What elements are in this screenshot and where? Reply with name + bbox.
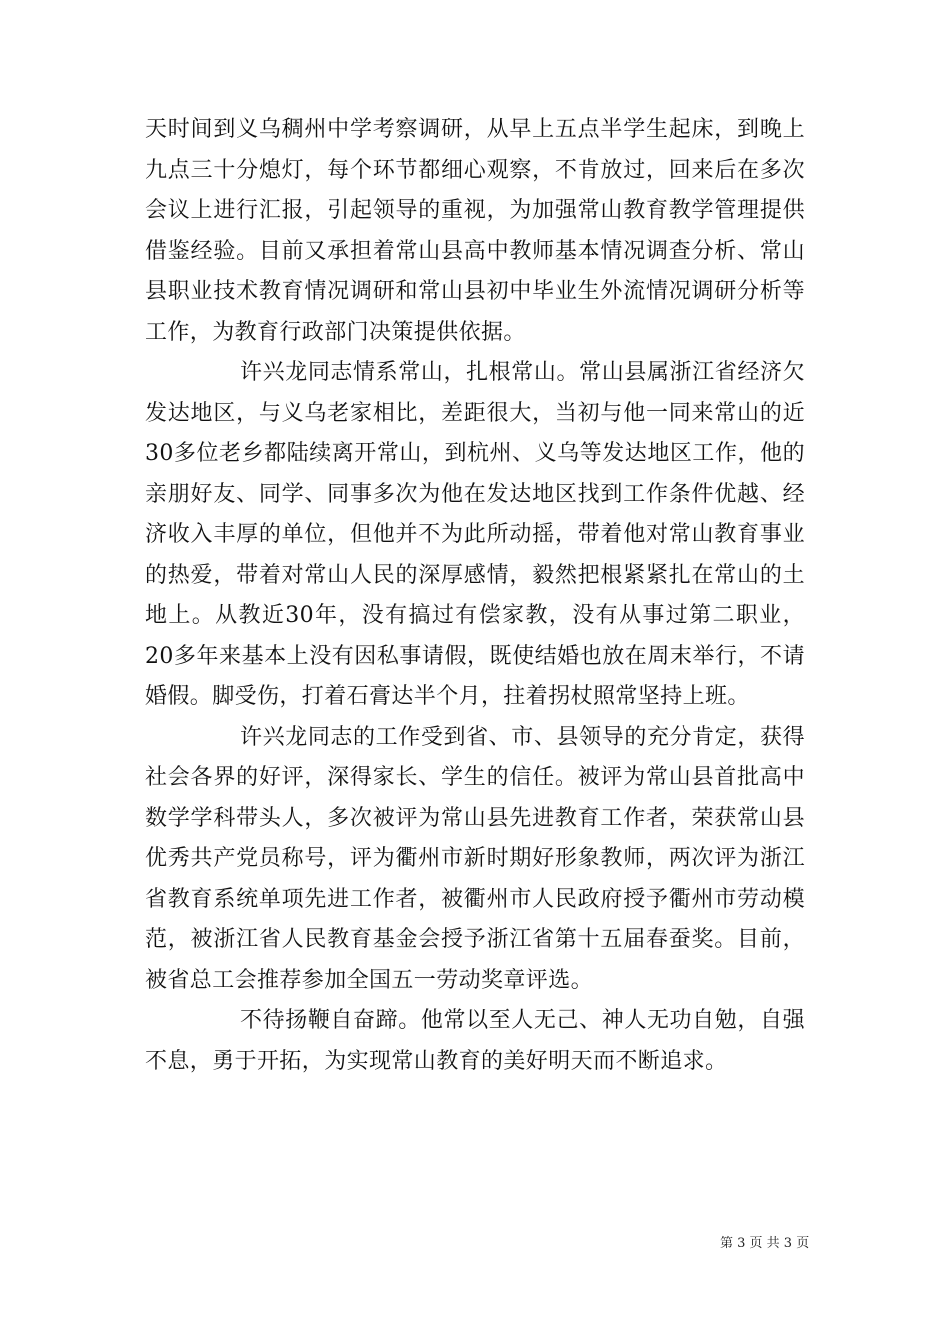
document-body — [145, 110, 805, 1082]
paragraph-honors: 许兴龙同志的工作受到省、市、县领导的充分肯定，获得社会各界的好评，深得家长、学生的信任。被评为常山县首批高中数学学科带头人，多次被评为常山县先进教育工作者，荣获常山县优秀共产党员称号，评为衢州市新时期好形象教师，两次评为浙江省教育系统单项先进工作者，被衢州市人民政府授予衢州市劳动模范，被浙江省人民教育基金会授予浙江省第十五届春蚕奖。目前，被省总工会推荐参加全国五一劳动奖章评选。 — [145, 724, 805, 993]
paragraph-rooted-in-changshan: 许兴龙同志情系常山，扎根常山。常山县属浙江省经济欠发达地区，与义乌老家相比，差距很大，当初与他一同来常山的近30多位老乡都陆续离开常山，到杭州、义乌等发达地区工作，他的亲朋好友、同学、同事多次为他在发达地区找到工作条件优越、经济收入丰厚的单位，但他并不为此所动摇，带着他对常山教育事业的热爱，带着对常山人民的深厚感情，毅然把根紧紧扎在常山的土地上。从教近30年，没有搞过有偿家教，没有从事过第二职业，20多年来基本上没有因私事请假，既使结婚也放在周末举行，不请婚假。脚受伤，打着石膏达半个月，拄着拐杖照常坚持上班。 — [145, 360, 805, 709]
paragraph-continuation: 天时间到义乌稠州中学考察调研，从早上五点半学生起床，到晚上九点三十分熄灯，每个环节都细心观察，不肯放过，回来后在多次会议上进行汇报，引起领导的重视，为加强常山教育教学管理提供借鉴经验。目前又承担着常山县高中教师基本情况调查分析、常山县职业技术教育情况调研和常山县初中毕业生外流情况调研分析等工作，为教育行政部门决策提供依据。 — [145, 117, 805, 345]
paragraph-closing: 不待扬鞭自奋蹄。他常以至人无己、神人无功自勉，自强不息，勇于开拓，为实现常山教育的美好明天而不断追求。 — [145, 1008, 805, 1074]
page-number-footer: 第 3 页 共 3 页 — [720, 1236, 810, 1251]
